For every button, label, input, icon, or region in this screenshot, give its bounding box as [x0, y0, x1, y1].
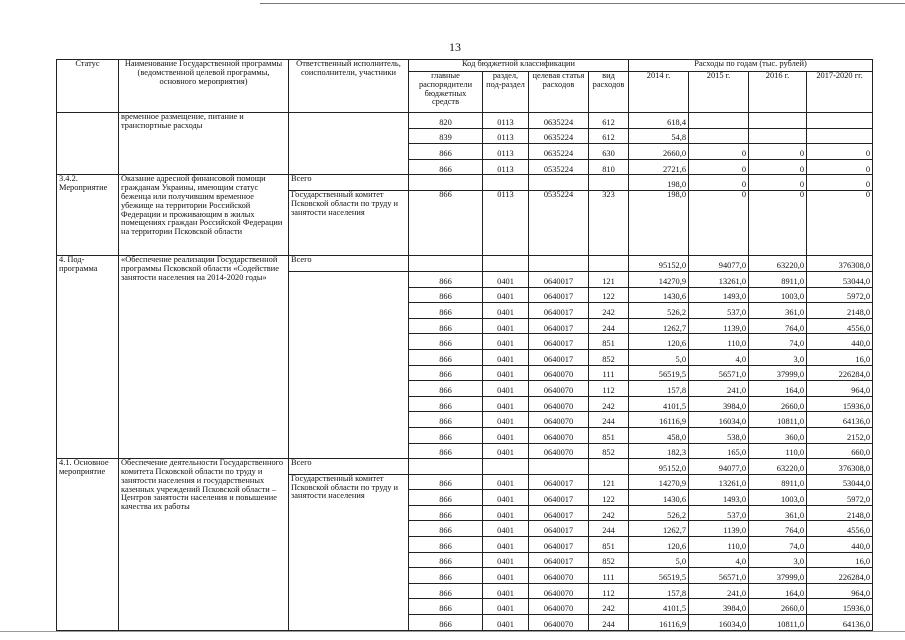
cell-y2017: 660,0 [807, 443, 873, 459]
cell-kind: 244 [589, 318, 629, 334]
header-grbs: главные распорядители бюджетных средств [409, 72, 483, 113]
cell-grbs: 866 [409, 490, 483, 506]
header-status: Статус [57, 60, 119, 113]
cell-y2016: 10811,0 [749, 412, 807, 428]
cell-y2014: 458,0 [629, 427, 689, 443]
cell-y2017: 64136,0 [807, 412, 873, 428]
cell-target [529, 175, 589, 191]
cell-y2015: 16034,0 [689, 615, 749, 631]
cell-target [529, 256, 589, 272]
cell-y2014: 54,8 [629, 128, 689, 144]
cell-target: 0635224 [529, 113, 589, 129]
cell-y2017: 5972,0 [807, 490, 873, 506]
scan-edge-top [260, 3, 905, 4]
cell-y2016: 0 [749, 144, 807, 160]
cell-y2016: 764,0 [749, 318, 807, 334]
cell-y2016: 8911,0 [749, 474, 807, 490]
cell-grbs [409, 459, 483, 475]
cell-section: 0401 [483, 271, 529, 287]
cell-y2015: 110,0 [689, 334, 749, 350]
cell-target: 0640017 [529, 287, 589, 303]
cell-target: 0640017 [529, 303, 589, 319]
cell-y2017: 53044,0 [807, 271, 873, 287]
cell-grbs [409, 256, 483, 272]
cell-y2015: 94077,0 [689, 459, 749, 475]
cell-kind [589, 175, 629, 191]
cell-y2017: 0 [807, 190, 873, 255]
cell-total-label: Всего [289, 459, 409, 475]
cell-target: 0640070 [529, 412, 589, 428]
cell-kind: 852 [589, 443, 629, 459]
cell-y2017: 964,0 [807, 583, 873, 599]
cell-kind: 851 [589, 334, 629, 350]
cell-y2015: 1493,0 [689, 287, 749, 303]
cell-section: 0401 [483, 505, 529, 521]
cell-y2016: 0 [749, 175, 807, 191]
cell-y2015: 0 [689, 144, 749, 160]
cell-kind: 612 [589, 113, 629, 129]
cell-section: 0401 [483, 490, 529, 506]
cell-section: 0401 [483, 474, 529, 490]
cell-y2015: 241,0 [689, 583, 749, 599]
cell-y2014: 4101,5 [629, 599, 689, 615]
cell-y2015: 241,0 [689, 381, 749, 397]
cell-section: 0401 [483, 365, 529, 381]
cell-target: 0640017 [529, 349, 589, 365]
cell-y2014: 120,6 [629, 334, 689, 350]
cell-section: 0401 [483, 287, 529, 303]
cell-status: 3.4.2. Мероприятие [57, 175, 119, 256]
cell-grbs: 866 [409, 381, 483, 397]
cell-grbs: 866 [409, 349, 483, 365]
cell-y2017: 15936,0 [807, 599, 873, 615]
cell-status [57, 113, 119, 175]
cell-y2015: 3984,0 [689, 396, 749, 412]
cell-name: временное размещение, питание и транспортные расходы [119, 113, 289, 175]
cell-y2014: 2721,6 [629, 159, 689, 175]
header-year-2017-2020: 2017-2020 гг. [807, 72, 873, 113]
cell-target: 0640017 [529, 490, 589, 506]
cell-section: 0401 [483, 412, 529, 428]
cell-kind [589, 256, 629, 272]
cell-y2014: 526,2 [629, 303, 689, 319]
cell-y2016: 37999,0 [749, 568, 807, 584]
cell-y2016: 764,0 [749, 521, 807, 537]
cell-y2016: 0 [749, 159, 807, 175]
cell-y2014: 1430,6 [629, 287, 689, 303]
cell-y2016: 37999,0 [749, 365, 807, 381]
cell-section: 0401 [483, 583, 529, 599]
cell-y2014: 2660,0 [629, 144, 689, 160]
cell-y2014: 4101,5 [629, 396, 689, 412]
cell-kind: 242 [589, 303, 629, 319]
cell-grbs: 866 [409, 144, 483, 160]
cell-y2014: 182,3 [629, 443, 689, 459]
cell-y2017: 53044,0 [807, 474, 873, 490]
cell-section: 0401 [483, 396, 529, 412]
cell-y2014: 5,0 [629, 552, 689, 568]
cell-grbs: 866 [409, 537, 483, 553]
cell-y2016: 3,0 [749, 552, 807, 568]
cell-target: 0635224 [529, 128, 589, 144]
cell-name: Обеспечение деятельности Государственного комитета Псковской области по труду и занятости населения и государственных казенных учреждений Псковской области – Центров занятости населения и повышение качества их работы [119, 459, 289, 631]
cell-section: 0113 [483, 128, 529, 144]
budget-table [56, 59, 873, 631]
cell-y2017: 16,0 [807, 552, 873, 568]
cell-y2014: 120,6 [629, 537, 689, 553]
cell-y2015: 0 [689, 190, 749, 255]
cell-y2015: 4,0 [689, 552, 749, 568]
cell-section: 0113 [483, 113, 529, 129]
header-year-2014: 2014 г. [629, 72, 689, 113]
cell-grbs: 866 [409, 599, 483, 615]
cell-grbs: 866 [409, 568, 483, 584]
cell-y2015: 1139,0 [689, 318, 749, 334]
cell-y2016: 63220,0 [749, 459, 807, 475]
cell-y2014: 5,0 [629, 349, 689, 365]
cell-kind: 852 [589, 552, 629, 568]
cell-grbs: 866 [409, 505, 483, 521]
cell-grbs: 866 [409, 583, 483, 599]
cell-grbs: 866 [409, 190, 483, 255]
cell-section: 0401 [483, 303, 529, 319]
cell-target: 0640070 [529, 443, 589, 459]
cell-name: «Обеспечение реализации Государственной программы Псковской области «Содействие занятости населения на 2014-2020 годы» [119, 256, 289, 459]
table-row-total [57, 256, 873, 272]
cell-target: 0535224 [529, 159, 589, 175]
cell-section: 0401 [483, 552, 529, 568]
cell-section: 0401 [483, 443, 529, 459]
cell-y2017: 440,0 [807, 334, 873, 350]
cell-target: 0635224 [529, 144, 589, 160]
cell-section: 0401 [483, 615, 529, 631]
cell-y2014: 14270,9 [629, 271, 689, 287]
cell-y2017: 4556,0 [807, 521, 873, 537]
cell-section [483, 256, 529, 272]
header-name: Наименование Государственной программы (ведомственной целевой программы, основного мероприятия) [119, 60, 289, 113]
cell-responsible: Государственный комитет Псковской области по труду и занятости населения [289, 474, 409, 630]
cell-status: 4. Под-программа [57, 256, 119, 459]
cell-y2016 [749, 128, 807, 144]
cell-responsible [289, 113, 409, 175]
table-body [57, 113, 873, 256]
header-year-2016: 2016 г. [749, 72, 807, 113]
cell-y2017: 440,0 [807, 537, 873, 553]
header-row-main [57, 60, 873, 72]
cell-kind: 112 [589, 381, 629, 397]
cell-grbs: 866 [409, 396, 483, 412]
cell-y2014: 198,0 [629, 175, 689, 191]
cell-y2014: 526,2 [629, 505, 689, 521]
scan-edge-bottom [0, 631, 905, 632]
cell-kind: 851 [589, 427, 629, 443]
cell-target: 0640017 [529, 318, 589, 334]
cell-section: 0401 [483, 349, 529, 365]
cell-y2016: 63220,0 [749, 256, 807, 272]
cell-target: 0640070 [529, 599, 589, 615]
cell-section: 0113 [483, 144, 529, 160]
cell-kind [589, 459, 629, 475]
cell-grbs: 866 [409, 159, 483, 175]
header-year-2015: 2015 г. [689, 72, 749, 113]
cell-y2014: 157,8 [629, 583, 689, 599]
cell-grbs: 839 [409, 128, 483, 144]
cell-kind: 122 [589, 490, 629, 506]
cell-section [483, 459, 529, 475]
cell-y2014: 56519,5 [629, 568, 689, 584]
cell-section: 0401 [483, 568, 529, 584]
cell-target: 0640070 [529, 365, 589, 381]
cell-y2015: 538,0 [689, 427, 749, 443]
cell-y2014: 618,4 [629, 113, 689, 129]
cell-y2015: 16034,0 [689, 412, 749, 428]
cell-grbs: 820 [409, 113, 483, 129]
header-target: целевая статья расходов [529, 72, 589, 113]
cell-section: 0401 [483, 381, 529, 397]
cell-y2015: 1493,0 [689, 490, 749, 506]
cell-target: 0535224 [529, 190, 589, 255]
cell-section: 0401 [483, 334, 529, 350]
cell-y2017: 2148,0 [807, 505, 873, 521]
cell-y2016: 1003,0 [749, 490, 807, 506]
cell-y2015: 3984,0 [689, 599, 749, 615]
cell-y2017: 0 [807, 144, 873, 160]
cell-y2015: 537,0 [689, 303, 749, 319]
cell-target: 0640017 [529, 505, 589, 521]
cell-y2016: 0 [749, 190, 807, 255]
cell-responsible: Государственный комитет Псковской области по труду и занятости населения [289, 190, 409, 255]
cell-y2017: 0 [807, 159, 873, 175]
cell-kind: 612 [589, 128, 629, 144]
cell-y2016: 361,0 [749, 303, 807, 319]
cell-y2014: 56519,5 [629, 365, 689, 381]
cell-y2016: 2660,0 [749, 396, 807, 412]
cell-kind: 244 [589, 412, 629, 428]
cell-target: 0640017 [529, 334, 589, 350]
cell-y2016: 8911,0 [749, 271, 807, 287]
cell-grbs: 866 [409, 287, 483, 303]
cell-kind: 111 [589, 365, 629, 381]
cell-target: 0640017 [529, 537, 589, 553]
cell-section: 0401 [483, 521, 529, 537]
cell-target: 0640017 [529, 271, 589, 287]
cell-y2016: 361,0 [749, 505, 807, 521]
cell-y2015 [689, 128, 749, 144]
cell-y2014: 16116,9 [629, 412, 689, 428]
cell-kind: 323 [589, 190, 629, 255]
cell-section: 0113 [483, 190, 529, 255]
cell-target: 0640017 [529, 552, 589, 568]
cell-grbs: 866 [409, 474, 483, 490]
cell-y2017: 376308,0 [807, 459, 873, 475]
cell-y2015 [689, 113, 749, 129]
cell-kind: 244 [589, 521, 629, 537]
cell-y2017: 16,0 [807, 349, 873, 365]
cell-y2017: 5972,0 [807, 287, 873, 303]
cell-y2015: 537,0 [689, 505, 749, 521]
cell-y2015: 13261,0 [689, 474, 749, 490]
header-responsible: Ответственный исполнитель, соисполнители, участники [289, 60, 409, 113]
table-row-total [57, 459, 873, 475]
cell-y2017: 2152,0 [807, 427, 873, 443]
cell-kind: 244 [589, 615, 629, 631]
cell-y2016: 2660,0 [749, 599, 807, 615]
cell-section: 0401 [483, 427, 529, 443]
cell-kind: 121 [589, 271, 629, 287]
cell-y2014: 1262,7 [629, 318, 689, 334]
cell-y2017: 4556,0 [807, 318, 873, 334]
cell-grbs [409, 175, 483, 191]
cell-y2014: 14270,9 [629, 474, 689, 490]
cell-kind: 111 [589, 568, 629, 584]
cell-kind: 242 [589, 599, 629, 615]
cell-y2016: 74,0 [749, 334, 807, 350]
page-number: 13 [449, 40, 461, 54]
cell-y2017 [807, 128, 873, 144]
cell-y2015: 165,0 [689, 443, 749, 459]
cell-y2016 [749, 113, 807, 129]
cell-y2015: 94077,0 [689, 256, 749, 272]
cell-section: 0401 [483, 318, 529, 334]
cell-kind: 810 [589, 159, 629, 175]
cell-section [483, 175, 529, 191]
cell-y2015: 56571,0 [689, 568, 749, 584]
cell-name: Оказание адресной финансовой помощи гражданам Украины, имеющим статус беженца или получившим временное убежище на территории Российской Федерации и проживающим в жилых помещениях граждан Российской Федерации на территории Псковской области [119, 175, 289, 256]
cell-y2017: 15936,0 [807, 396, 873, 412]
cell-section: 0401 [483, 537, 529, 553]
cell-y2017: 0 [807, 175, 873, 191]
cell-y2015: 4,0 [689, 349, 749, 365]
cell-grbs: 866 [409, 521, 483, 537]
cell-kind: 122 [589, 287, 629, 303]
cell-y2017: 964,0 [807, 381, 873, 397]
cell-y2014: 95152,0 [629, 459, 689, 475]
cell-y2014: 1262,7 [629, 521, 689, 537]
header-kind: вид расходов [589, 72, 629, 113]
cell-y2016: 360,0 [749, 427, 807, 443]
cell-kind: 852 [589, 349, 629, 365]
cell-target: 0640070 [529, 568, 589, 584]
header-expenses: Расходы по годам (тыс. рублей) [629, 60, 873, 72]
cell-y2015: 1139,0 [689, 521, 749, 537]
cell-grbs: 866 [409, 334, 483, 350]
cell-y2017: 226284,0 [807, 568, 873, 584]
cell-target: 0640017 [529, 474, 589, 490]
cell-y2014: 198,0 [629, 190, 689, 255]
cell-target: 0640070 [529, 427, 589, 443]
table-row [57, 113, 873, 129]
cell-y2015: 0 [689, 159, 749, 175]
cell-y2016: 3,0 [749, 349, 807, 365]
cell-y2016: 74,0 [749, 537, 807, 553]
cell-grbs: 866 [409, 271, 483, 287]
cell-y2015: 110,0 [689, 537, 749, 553]
cell-grbs: 866 [409, 427, 483, 443]
cell-total-label: Всего [289, 256, 409, 272]
cell-kind: 630 [589, 144, 629, 160]
main-activity-body [57, 459, 873, 631]
subprogram-body [57, 256, 873, 459]
cell-y2017: 64136,0 [807, 615, 873, 631]
cell-section: 0401 [483, 599, 529, 615]
cell-target: 0640017 [529, 521, 589, 537]
cell-y2016: 10811,0 [749, 615, 807, 631]
cell-grbs: 866 [409, 443, 483, 459]
cell-grbs: 866 [409, 318, 483, 334]
cell-kind: 112 [589, 583, 629, 599]
cell-responsible [289, 271, 409, 458]
cell-y2015: 0 [689, 175, 749, 191]
cell-kind: 851 [589, 537, 629, 553]
cell-y2016: 1003,0 [749, 287, 807, 303]
cell-target: 0640070 [529, 396, 589, 412]
cell-y2017: 376308,0 [807, 256, 873, 272]
header-section: раздел, под-раздел [483, 72, 529, 113]
cell-target: 0640070 [529, 583, 589, 599]
cell-y2016: 164,0 [749, 583, 807, 599]
cell-y2014: 1430,6 [629, 490, 689, 506]
cell-target: 0640070 [529, 615, 589, 631]
cell-y2017: 2148,0 [807, 303, 873, 319]
cell-total-label: Всего [289, 175, 409, 191]
header-budget-code: Код бюджетной классификации [409, 60, 629, 72]
cell-kind: 242 [589, 396, 629, 412]
cell-y2015: 13261,0 [689, 271, 749, 287]
cell-grbs: 866 [409, 365, 483, 381]
cell-y2014: 157,8 [629, 381, 689, 397]
cell-grbs: 866 [409, 552, 483, 568]
cell-y2017 [807, 113, 873, 129]
cell-status: 4.1. Основное мероприятие [57, 459, 119, 631]
cell-grbs: 866 [409, 412, 483, 428]
cell-kind: 242 [589, 505, 629, 521]
table-row-total [57, 175, 873, 191]
cell-target [529, 459, 589, 475]
cell-section: 0113 [483, 159, 529, 175]
cell-grbs: 866 [409, 303, 483, 319]
cell-target: 0640070 [529, 381, 589, 397]
cell-y2014: 16116,9 [629, 615, 689, 631]
cell-y2016: 164,0 [749, 381, 807, 397]
cell-y2014: 95152,0 [629, 256, 689, 272]
cell-kind: 121 [589, 474, 629, 490]
cell-grbs: 866 [409, 615, 483, 631]
cell-y2017: 226284,0 [807, 365, 873, 381]
cell-y2016: 110,0 [749, 443, 807, 459]
cell-y2015: 56571,0 [689, 365, 749, 381]
